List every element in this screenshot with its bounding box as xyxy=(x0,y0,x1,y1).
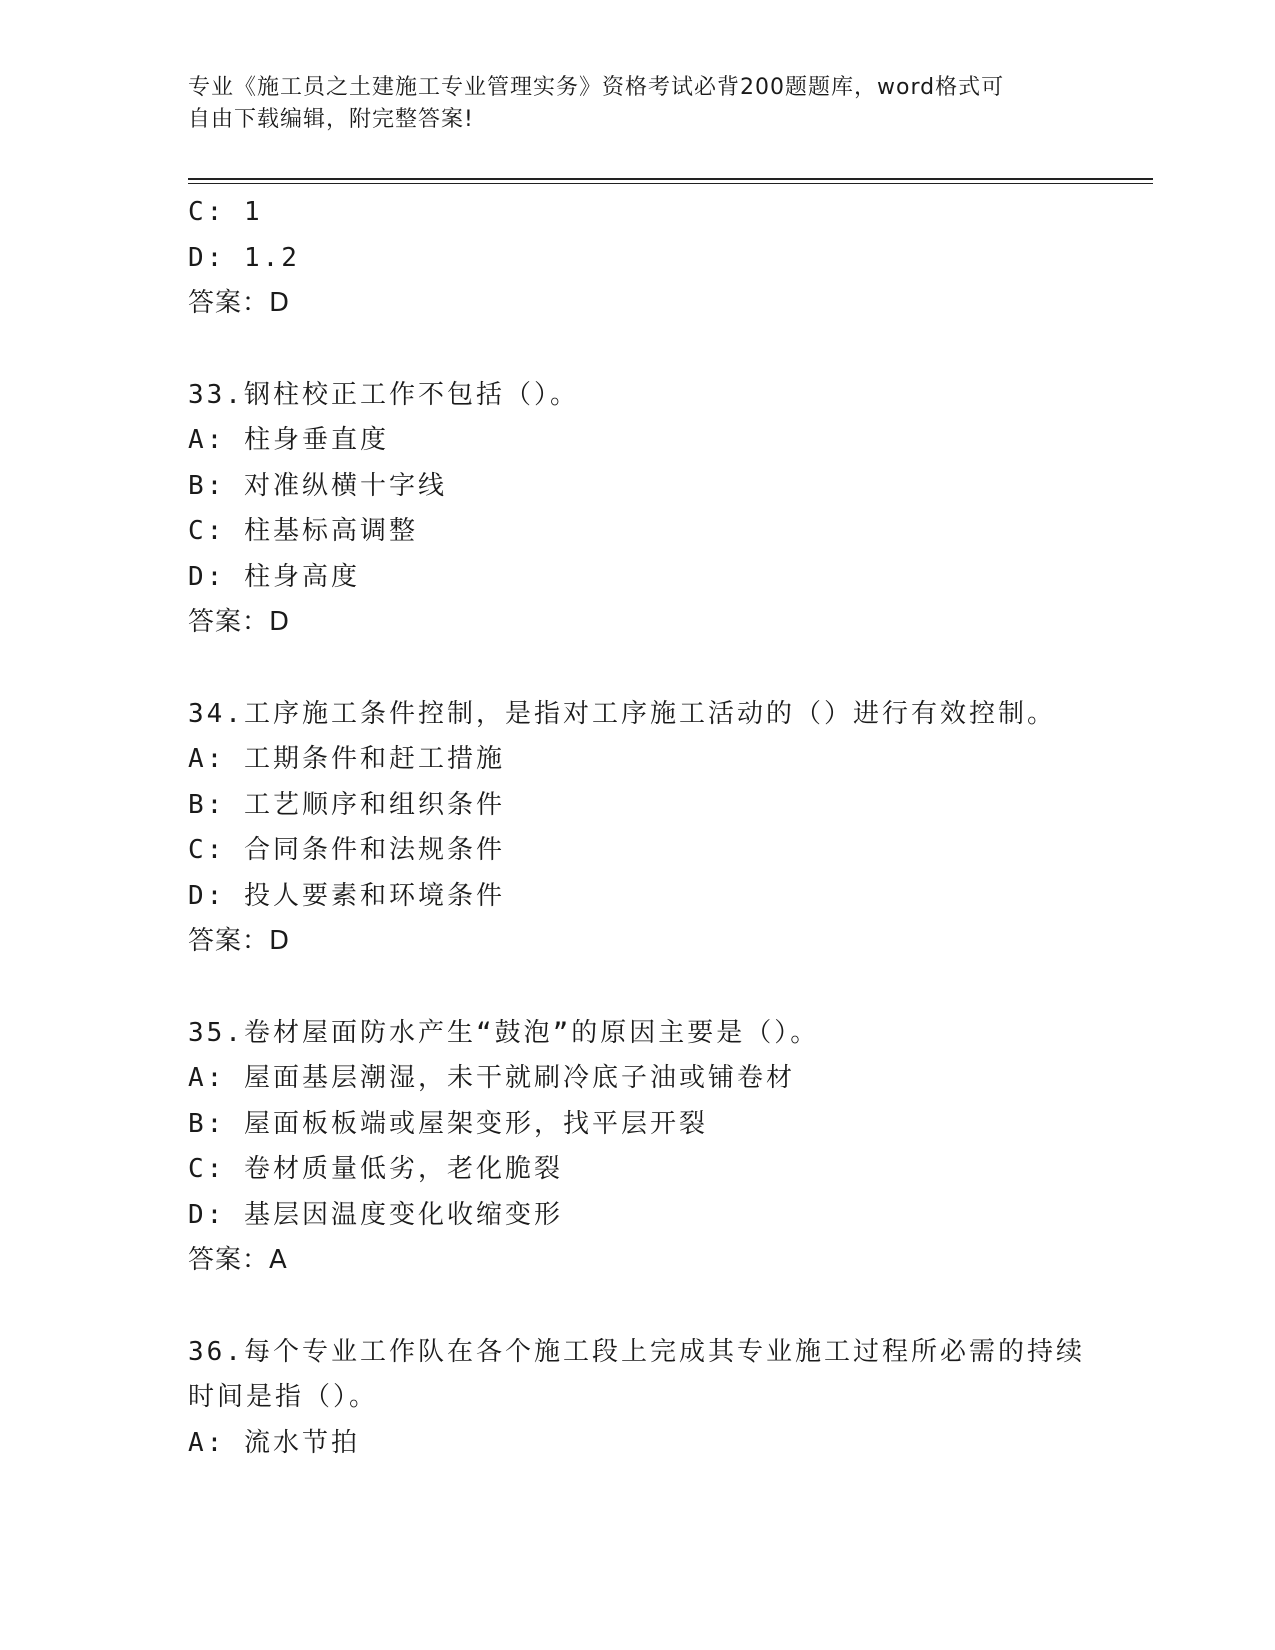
question-35 xyxy=(188,1011,1088,1284)
question-text: 35.卷材屋面防水产生“鼓泡”的原因主要是（）。 xyxy=(188,1017,820,1048)
answer: 答案：D xyxy=(188,926,291,956)
header-divider-thick xyxy=(188,178,1153,180)
question-text: 34.工序施工条件控制，是指对工序施工活动的（）进行有效控制。 xyxy=(188,698,1056,729)
header-line-1: 专业《施工员之土建施工专业管理实务》资格考试必背200题题库，word格式可 xyxy=(188,75,1005,100)
header-divider-thin xyxy=(188,183,1153,184)
option-c: C: 合同条件和法规条件 xyxy=(188,835,505,865)
previous-question-tail xyxy=(188,190,1088,327)
answer: 答案：A xyxy=(188,1245,288,1275)
question-text: 33.钢柱校正工作不包括（）。 xyxy=(188,379,579,410)
option-d: D: 1.2 xyxy=(188,242,300,273)
option-b: B: 对准纵横十字线 xyxy=(188,470,447,501)
option-c: C: 卷材质量低劣，老化脆裂 xyxy=(188,1154,563,1184)
answer: 答案：D xyxy=(188,288,291,318)
question-34 xyxy=(188,692,1088,965)
option-c: C: 柱基标高调整 xyxy=(188,516,418,546)
option-b: B: 屋面板板端或屋架变形，找平层开裂 xyxy=(188,1108,708,1139)
question-list xyxy=(188,190,1088,1466)
question-text-line-2: 时间是指（）。 xyxy=(188,1382,379,1412)
option-a: A: 工期条件和赶工措施 xyxy=(188,744,505,774)
question-36 xyxy=(188,1330,1088,1467)
option-c: C: 1 xyxy=(188,197,263,227)
answer: 答案：D xyxy=(188,607,291,637)
header-line-2: 自由下载编辑，附完整答案! xyxy=(188,107,474,132)
option-d: D: 基层因温度变化收缩变形 xyxy=(188,1199,563,1230)
option-d: D: 柱身高度 xyxy=(188,561,360,592)
question-text-line-1: 36.每个专业工作队在各个施工段上完成其专业施工过程所必需的持续 xyxy=(188,1336,1085,1367)
question-33 xyxy=(188,373,1088,646)
option-a: A: 柱身垂直度 xyxy=(188,425,389,455)
option-a: A: 流水节拍 xyxy=(188,1427,360,1458)
option-a: A: 屋面基层潮湿，未干就刷冷底子油或铺卷材 xyxy=(188,1063,795,1093)
option-b: B: 工艺顺序和组织条件 xyxy=(188,789,505,820)
document-header xyxy=(188,72,1068,136)
option-d: D: 投人要素和环境条件 xyxy=(188,880,505,911)
